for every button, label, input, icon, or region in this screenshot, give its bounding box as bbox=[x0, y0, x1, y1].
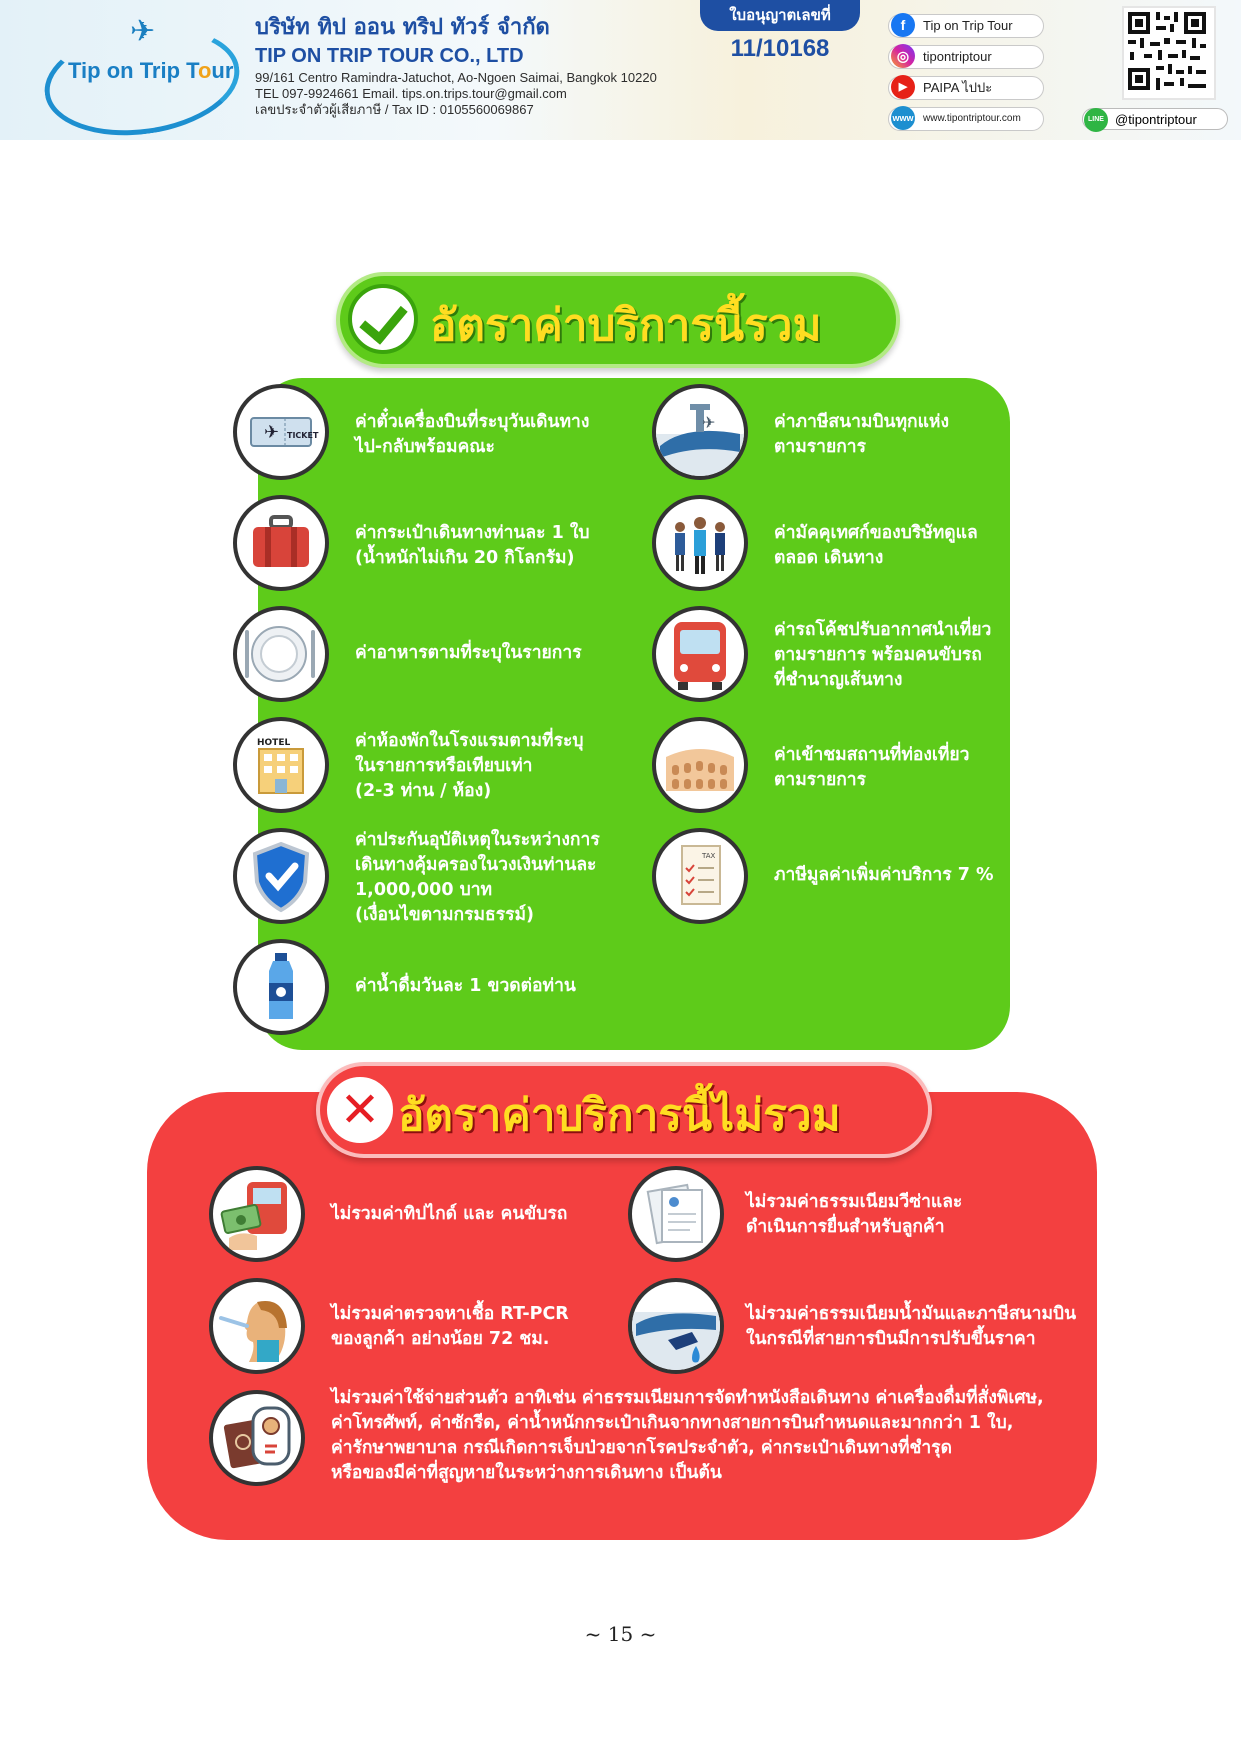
social-facebook-label: Tip on Trip Tour bbox=[923, 18, 1013, 33]
airport-icon bbox=[652, 384, 748, 480]
social-website-label: www.tipontriptour.com bbox=[923, 113, 1021, 124]
pcr-test-icon bbox=[209, 1278, 305, 1374]
excluded-item-text: ไม่รวมค่าทิปไกด์ และ คนขับรถ bbox=[331, 1204, 568, 1224]
social-instagram[interactable] bbox=[888, 45, 1044, 69]
page-number: ~ 15 ~ bbox=[584, 1622, 657, 1646]
svg-text:HOTEL: HOTEL bbox=[257, 738, 291, 748]
visa-document-icon bbox=[628, 1166, 724, 1262]
included-item-text: ค่ากระเป๋าเดินทางท่านละ 1 ใบ (น้ำหนักไม่เกิน 20 กิโลกรัม) bbox=[355, 523, 590, 568]
bus-icon bbox=[652, 606, 748, 702]
included-item-text: ภาษีมูลค่าเพิ่มค่าบริการ 7 % bbox=[774, 865, 994, 885]
excluded-item-text: ไม่รวมค่าตรวจหาเชื้อ RT-PCR ของลูกค้า อย่างน้อย 72 ชม. bbox=[331, 1304, 569, 1349]
line-contact[interactable] bbox=[1082, 108, 1228, 130]
included-item-text: ค่าอาหารตามที่ระบุในรายการ bbox=[355, 643, 582, 663]
license-label: ใบอนุญาตเลขที่ bbox=[700, 0, 860, 31]
excluded-title: อัตราค่าบริการนี้ไม่รวม bbox=[398, 1090, 841, 1141]
water-bottle-icon bbox=[233, 939, 329, 1035]
svg-text:TAX: TAX bbox=[702, 852, 716, 860]
license-number: 11/10168 bbox=[730, 35, 830, 62]
passport-icon bbox=[209, 1390, 305, 1486]
company-name-th: บริษัท ทิป ออน ทริป ทัวร์ จำกัด bbox=[255, 15, 550, 40]
excluded-item-text: ไม่รวมค่าธรรมเนียมวีซ่าและ ดำเนินการยื่นสำหรับลูกค้า bbox=[746, 1192, 963, 1237]
included-item-text: ค่าประกันอุบัติเหตุในระหว่างการ เดินทางคุ้มครองในวงเงินท่านละ 1,000,000 บาท (เงื่อนไขตามกรมธรรม์) bbox=[355, 830, 600, 925]
page-header bbox=[0, 0, 1241, 140]
qr-code[interactable] bbox=[1122, 6, 1216, 100]
company-tax-id: เลขประจำตัวผู้เสียภาษี / Tax ID : 0105560069867 bbox=[255, 102, 534, 117]
social-website[interactable] bbox=[888, 107, 1044, 131]
included-item-text: ค่าตั๋วเครื่องบินที่ระบุวันเดินทาง ไป-กลับพร้อมคณะ bbox=[355, 412, 590, 457]
company-address: 99/161 Centro Ramindra-Jatuchot, Ao-Ngoen Saimai, Bangkok 10220 bbox=[255, 70, 657, 85]
web-icon: www bbox=[891, 106, 915, 130]
company-contact: TEL 097-9924661 Email. tips.on.trips.tour@gmail.com bbox=[255, 86, 567, 101]
line-icon: LINE bbox=[1084, 108, 1108, 132]
company-logo bbox=[44, 10, 234, 128]
facebook-icon: f bbox=[891, 13, 915, 37]
included-panel bbox=[258, 378, 1010, 1050]
logo-text: Tip on Trip Tour bbox=[68, 58, 234, 83]
meal-icon bbox=[233, 606, 329, 702]
company-info bbox=[255, 14, 715, 118]
social-youtube[interactable] bbox=[888, 76, 1044, 100]
included-item-text: ค่าห้องพักในโรงแรมตามที่ระบุ ในรายการหรือเทียบเท่า (2-3 ท่าน / ห้อง) bbox=[355, 731, 584, 801]
tax-document-icon bbox=[652, 828, 748, 924]
included-item-text: ค่าน้ำดื่มวันละ 1 ขวดต่อท่าน bbox=[355, 976, 576, 996]
tour-guide-icon bbox=[652, 495, 748, 591]
social-instagram-label: tipontriptour bbox=[923, 49, 992, 64]
hotel-icon bbox=[233, 717, 329, 813]
included-title: อัตราค่าบริการนี้รวม bbox=[430, 300, 822, 351]
excluded-item-text: ไม่รวมค่าธรรมเนียมน้ำมันและภาษีสนามบิน ในกรณีที่สายการบินมีการปรับขึ้นราคา bbox=[746, 1304, 1077, 1349]
included-title-banner bbox=[336, 272, 900, 368]
excluded-title-banner bbox=[316, 1062, 932, 1158]
ticket-icon bbox=[233, 384, 329, 480]
insurance-shield-icon bbox=[233, 828, 329, 924]
svg-text:TICKET: TICKET bbox=[287, 431, 319, 440]
social-facebook[interactable] bbox=[888, 14, 1044, 38]
included-item-text: ค่าภาษีสนามบินทุกแห่ง ตามรายการ bbox=[774, 412, 949, 457]
instagram-icon: ◎ bbox=[891, 44, 915, 68]
social-youtube-label: PAIPA ไปปะ bbox=[923, 80, 993, 95]
checkmark-icon bbox=[348, 284, 418, 354]
included-item-text: ค่ารถโค้ชปรับอากาศนำเที่ยว ตามรายการ พร้อมคนขับรถ ที่ชำนาญเส้นทาง bbox=[774, 620, 992, 690]
excluded-item-text: ไม่รวมค่าใช้จ่ายส่วนตัว อาทิเช่น ค่าธรรมเนียมการจัดทำหนังสือเดินทาง ค่าเครื่องดื่มที่สั่งพิเศษ, ค่าโทรศัพท์, ค่าซักรีด, ค่าน้ำหนักกระเป๋าเกินจากทางสายการบินกำหนดและมากกว่า 1 ใบ, ค่ารักษาพยาบาล กรณีเกิดการเจ็บป่วยจากโรคประจำตัว, ค่ากระเป๋าเดินทางที่ชำรุด หรือของมีค่าที่สูญหายในระหว่างการเดินทาง เป็นต้น bbox=[331, 1388, 1044, 1483]
company-name-en: TIP ON TRIP TOUR CO., LTD bbox=[255, 45, 524, 67]
attraction-icon bbox=[652, 717, 748, 813]
social-links bbox=[888, 14, 1044, 138]
included-item-text: ค่ามัคคุเทศก์ของบริษัทดูแล ตลอด เดินทาง bbox=[774, 523, 978, 568]
included-item-text: ค่าเข้าชมสถานที่ท่องเที่ยว ตามรายการ bbox=[774, 745, 970, 790]
line-id: @tipontriptour bbox=[1115, 112, 1197, 127]
svg-text:✈: ✈ bbox=[264, 422, 280, 443]
luggage-icon bbox=[233, 495, 329, 591]
svg-text:✈: ✈ bbox=[702, 413, 716, 432]
tip-money-icon bbox=[209, 1166, 305, 1262]
license-badge bbox=[700, 0, 860, 62]
airplane-icon: ✈ bbox=[130, 14, 156, 49]
cross-icon: ✕ bbox=[324, 1074, 396, 1146]
fuel-airport-icon bbox=[628, 1278, 724, 1374]
youtube-icon: ▶ bbox=[891, 75, 915, 99]
